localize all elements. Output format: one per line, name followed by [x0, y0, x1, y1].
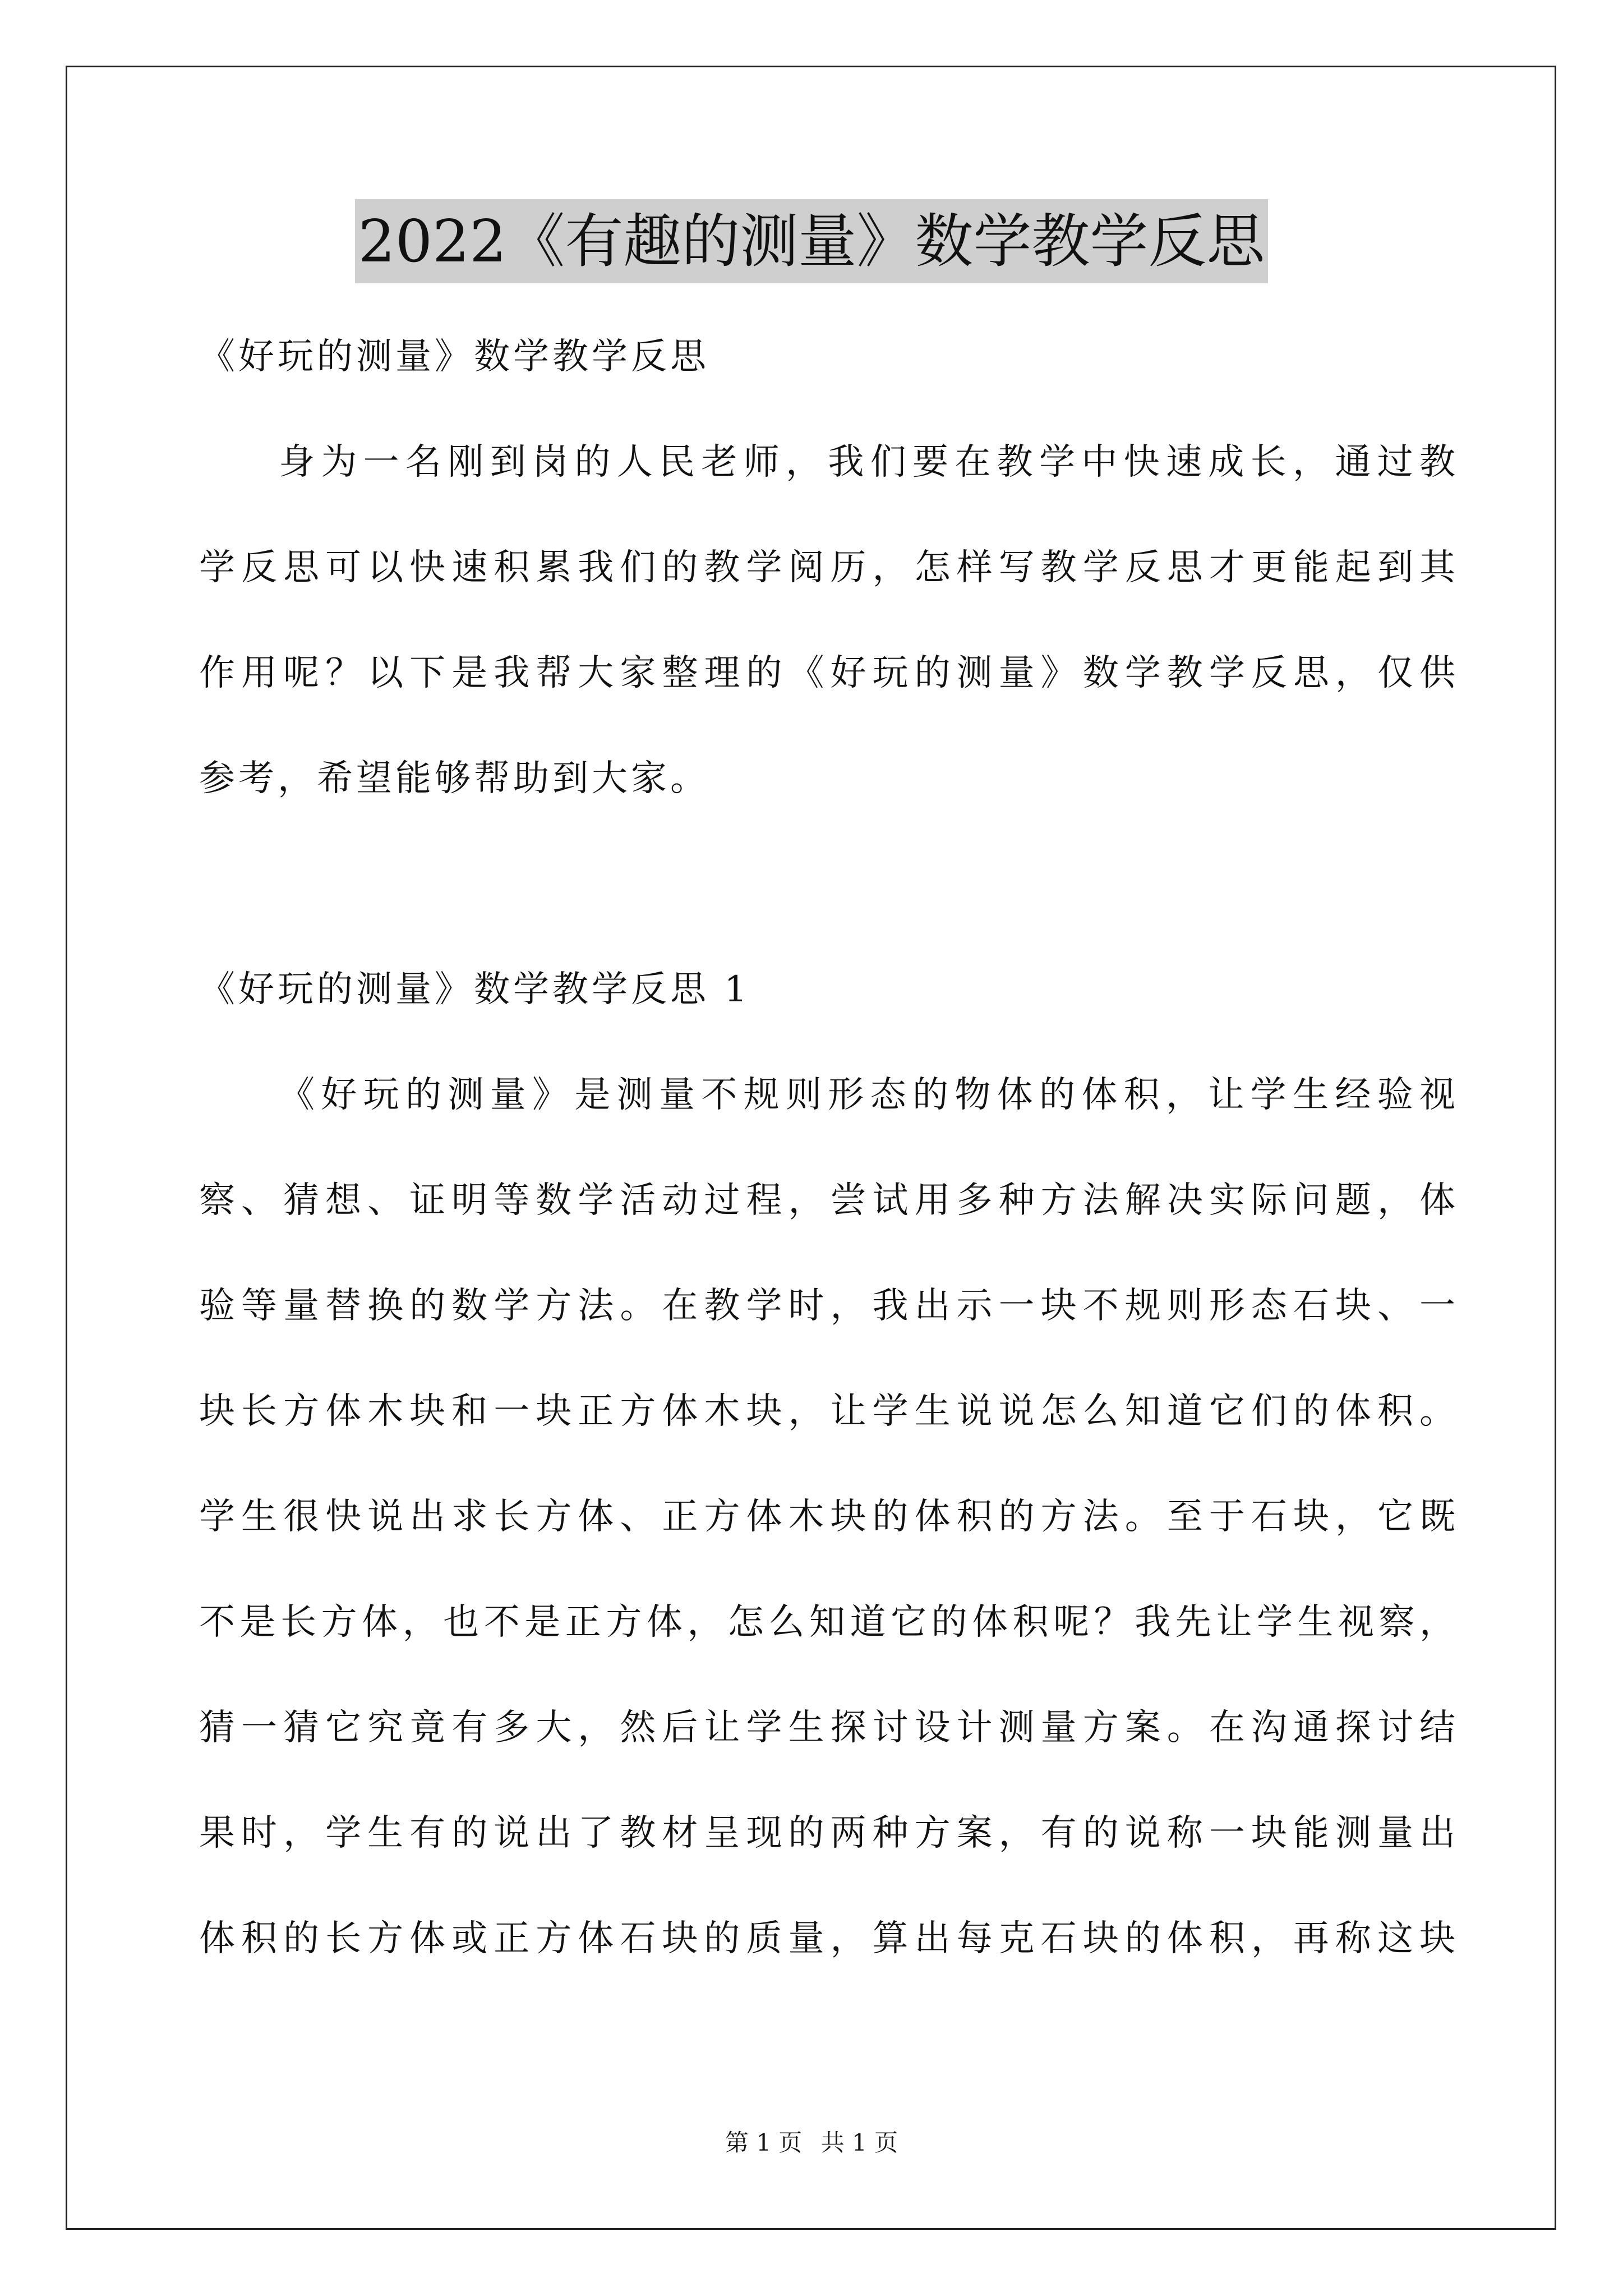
paragraph-line: 察、猜想、证明等数学活动过程，尝试用多种方法解决实际问题，体	[199, 1180, 1455, 1221]
paragraph-line: 猜一猜它究竟有多大，然后让学生探讨设计测量方案。在沟通探讨结	[199, 1707, 1455, 1749]
paragraph-line: 身为一名刚到岗的人民老师，我们要在教学中快速成长，通过教	[279, 441, 1455, 483]
document-title: 2022《有趣的测量》数学教学反思	[355, 199, 1269, 283]
paragraph-line: 果时，学生有的说出了教材呈现的两种方案，有的说称一块能测量出	[199, 1812, 1455, 1854]
title-wrap	[0, 199, 1623, 283]
document-body	[199, 304, 1455, 1991]
paragraph-line: 块长方体木块和一块正方体木块，让学生说说怎么知道它们的体积。	[199, 1391, 1455, 1432]
paragraph-line: 体积的长方体或正方体石块的质量，算出每克石块的体积，再称这块	[199, 1918, 1455, 1959]
section-heading-1: 《好玩的测量》数学教学反思 1	[199, 969, 751, 1010]
paragraph-line: 《好玩的测量》是测量不规则形态的物体的体积，让学生经验视	[279, 1074, 1455, 1116]
page-number-current: 第 1 页	[725, 2129, 803, 2156]
paragraph-line: 学生很快说出求长方体、正方体木块的体积的方法。至于石块，它既	[199, 1496, 1455, 1538]
blank-line	[199, 831, 1455, 937]
paragraph-line: 学反思可以快速积累我们的教学阅历，怎样写教学反思才更能起到其	[199, 547, 1455, 588]
page-footer	[0, 2126, 1623, 2160]
paragraph-line: 不是长方体，也不是正方体，怎么知道它的体积呢？我先让学生视察，	[199, 1602, 1455, 1643]
paragraph-line: 参考，希望能够帮助到大家。	[199, 758, 709, 799]
paragraph-line: 作用呢？以下是我帮大家整理的《好玩的测量》数学教学反思，仅供	[199, 652, 1455, 694]
section-heading-intro: 《好玩的测量》数学教学反思	[199, 336, 709, 378]
paragraph-line: 验等量替换的数学方法。在教学时，我出示一块不规则形态石块、一	[199, 1285, 1455, 1327]
page-number-total: 共 1 页	[820, 2129, 898, 2156]
